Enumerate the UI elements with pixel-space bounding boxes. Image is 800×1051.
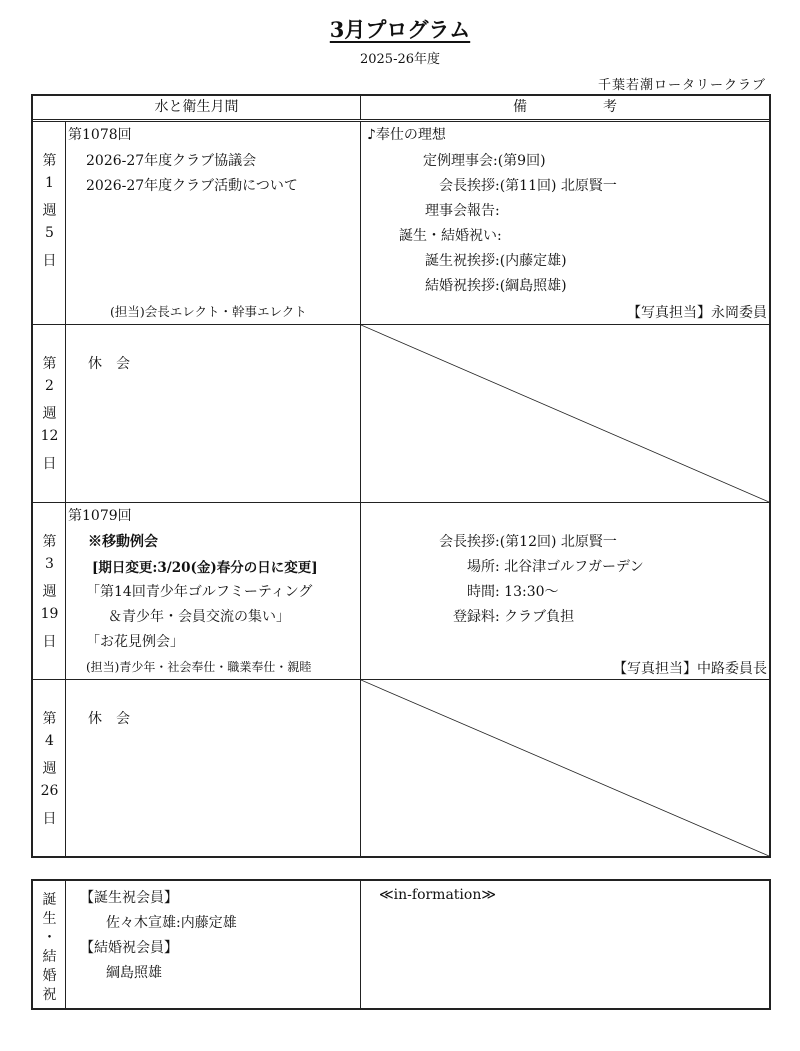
empty-cell-diagonal	[361, 680, 769, 856]
photo-charge: 【写真担当】永岡委員	[627, 305, 767, 321]
photo-charge: 【写真担当】中路委員長	[613, 661, 767, 677]
week-1-program	[66, 122, 361, 324]
meeting-number: 第1079回	[68, 508, 132, 524]
program-item: 「第14回青少年ゴルフミーティング	[86, 584, 313, 600]
remark-line: 結婚祝挨拶:(綱島照雄)	[425, 278, 567, 294]
week-3-remarks	[361, 503, 769, 679]
celebration-members	[66, 881, 361, 1008]
remarks-title: ♪奉仕の理想	[367, 127, 446, 143]
week-4-remarks	[361, 680, 769, 856]
empty-cell-diagonal	[361, 325, 769, 502]
information-cell	[361, 881, 769, 1008]
celebration-label: 誕 生 ・ 結 婚 祝	[33, 881, 66, 1008]
week-2-program	[66, 325, 361, 502]
week-4-row	[33, 680, 769, 856]
week-3-label: 第 3 週 19 日	[33, 503, 66, 679]
table-header	[33, 96, 769, 122]
program-table	[31, 94, 771, 858]
remark-line: 登録料: クラブ負担	[453, 609, 575, 625]
remark-line: 会長挨拶:(第11回) 北原賢一	[439, 178, 617, 194]
wedding-heading: 【結婚祝会員】	[80, 940, 178, 956]
wedding-members: 綱島照雄	[106, 965, 162, 981]
week-3-program	[66, 503, 361, 679]
remark-line: 会長挨拶:(第12回) 北原賢一	[439, 534, 617, 550]
fiscal-year: 2025-26年度	[359, 52, 441, 67]
remark-line: 時間: 13:30～	[467, 584, 559, 600]
celebration-table	[31, 879, 771, 1010]
week-1-row	[33, 122, 769, 325]
week-2-row	[33, 325, 769, 503]
remark-line: 誕生・結婚祝い:	[399, 228, 502, 244]
theme-heading: 水と衛生月間	[33, 96, 361, 119]
remark-line: 理事会報告:	[425, 203, 500, 219]
week-4-label: 第 4 週 26 日	[33, 680, 66, 856]
page-title: 3月プログラム	[329, 17, 471, 42]
remarks-heading: 備 考	[513, 99, 617, 115]
birthday-members: 佐々木宣雄:内藤定雄	[106, 915, 237, 931]
charge-note: (担当)青少年・社会奉仕・職業奉仕・親睦	[86, 660, 312, 674]
celebration-row	[33, 881, 769, 1008]
recess-label: 休 会	[88, 356, 130, 372]
recess-label: 休 会	[88, 711, 130, 727]
program-item: ＆青少年・会員交流の集い」	[108, 609, 290, 625]
club-name: 千葉若潮ロータリークラブ	[597, 78, 766, 93]
remark-line: 場所: 北谷津ゴルフガーデン	[467, 559, 644, 575]
week-4-program	[66, 680, 361, 856]
week-3-row	[33, 503, 769, 680]
program-item: ※移動例会	[88, 534, 158, 550]
week-2-remarks	[361, 325, 769, 502]
birthday-heading: 【誕生祝会員】	[80, 890, 178, 906]
program-item: 「お花見例会」	[86, 634, 184, 650]
remark-line: 誕生祝挨拶:(内藤定雄)	[425, 253, 567, 269]
program-item: 2026-27年度クラブ活動について	[86, 178, 298, 194]
week-1-label: 第 1 週 5 日	[33, 122, 66, 324]
program-item: 2026-27年度クラブ協議会	[86, 153, 257, 169]
meeting-number: 第1078回	[68, 127, 132, 143]
week-1-remarks	[361, 122, 769, 324]
remark-line: 定例理事会:(第9回)	[423, 153, 546, 169]
program-item: [期日変更:3/20(金)春分の日に変更]	[92, 560, 318, 576]
charge-note: (担当)会長エレクト・幹事エレクト	[110, 304, 307, 319]
week-2-label: 第 2 週 12 日	[33, 325, 66, 502]
information-label: ≪in-formation≫	[379, 887, 497, 903]
